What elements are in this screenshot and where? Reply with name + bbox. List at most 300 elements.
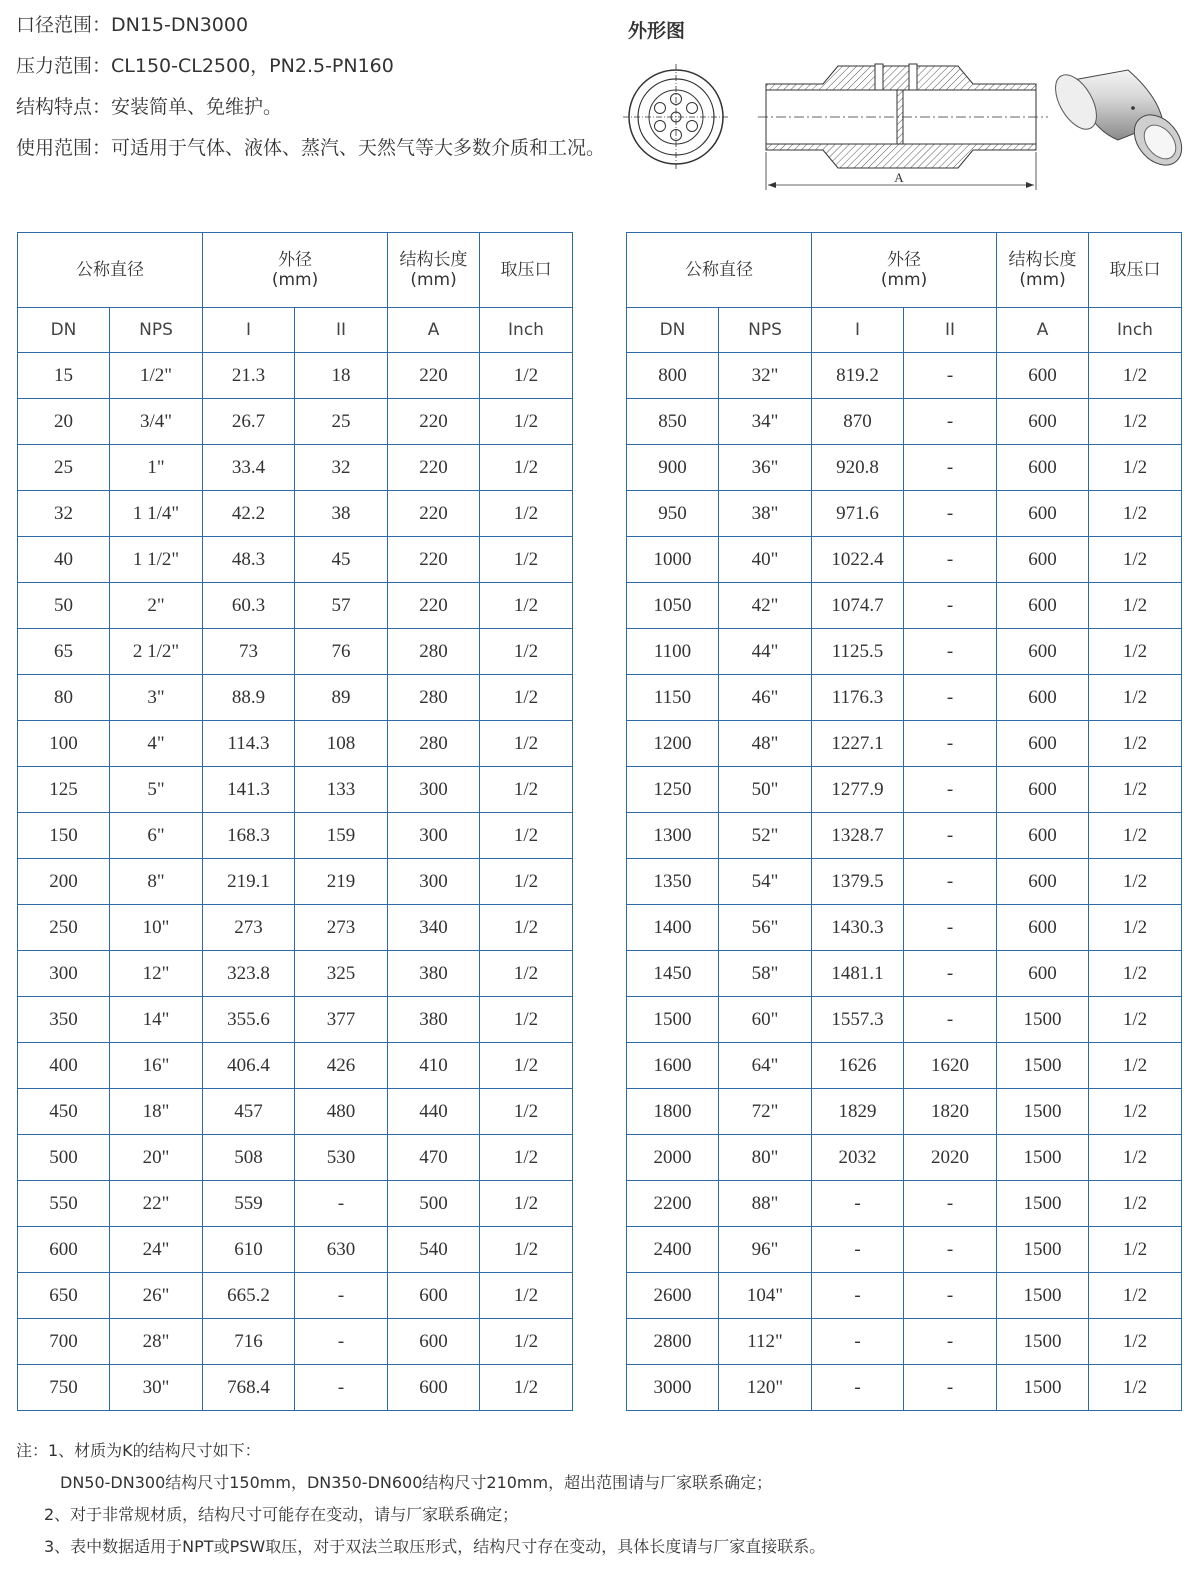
cell-od-i: 168.3: [203, 813, 295, 859]
cell-nps: 120": [719, 1365, 812, 1411]
cell-length-a: 380: [388, 997, 480, 1043]
cell-nps: 88": [719, 1181, 812, 1227]
cell-length-a: 280: [388, 721, 480, 767]
cell-tap-inch: 1/2: [480, 491, 573, 537]
cell-od-i: -: [812, 1181, 904, 1227]
cell-od-ii: -: [904, 445, 997, 491]
cell-length-a: 600: [997, 721, 1089, 767]
cell-od-i: 1176.3: [812, 675, 904, 721]
cell-od-i: 716: [203, 1319, 295, 1365]
dimension-a-label: A: [894, 170, 904, 185]
cell-od-i: 1481.1: [812, 951, 904, 997]
cell-nps: 8": [110, 859, 203, 905]
cell-length-a: 600: [997, 537, 1089, 583]
cell-nps: 58": [719, 951, 812, 997]
cell-nps: 36": [719, 445, 812, 491]
cell-od-ii: 159: [295, 813, 388, 859]
cell-dn: 350: [18, 997, 110, 1043]
cell-length-a: 1500: [997, 1043, 1089, 1089]
cell-dn: 800: [627, 353, 719, 399]
cell-tap-inch: 1/2: [480, 399, 573, 445]
cell-dn: 950: [627, 491, 719, 537]
cell-od-i: 768.4: [203, 1365, 295, 1411]
cell-dn: 1600: [627, 1043, 719, 1089]
cell-nps: 4": [110, 721, 203, 767]
cell-od-ii: -: [904, 767, 997, 813]
cell-od-i: 42.2: [203, 491, 295, 537]
cell-tap-inch: 1/2: [1089, 353, 1182, 399]
cell-dn: 500: [18, 1135, 110, 1181]
cell-od-ii: -: [904, 353, 997, 399]
cell-od-ii: 426: [295, 1043, 388, 1089]
cell-dn: 65: [18, 629, 110, 675]
header-nominal-diameter: 公称直径: [18, 233, 203, 308]
table-row: [627, 721, 1182, 767]
cell-dn: 80: [18, 675, 110, 721]
table-row: [627, 1273, 1182, 1319]
section-view: [758, 64, 1048, 190]
cell-od-i: 406.4: [203, 1043, 295, 1089]
cell-od-i: 355.6: [203, 997, 295, 1043]
cell-nps: 64": [719, 1043, 812, 1089]
cell-nps: 10": [110, 905, 203, 951]
cell-nps: 38": [719, 491, 812, 537]
cell-tap-inch: 1/2: [480, 537, 573, 583]
cell-od-ii: -: [904, 997, 997, 1043]
table-row: [18, 1089, 573, 1135]
spec-pressure-range: 压力范围：CL150-CL2500，PN2.5-PN160: [16, 55, 394, 77]
note-1: 注：1、材质为K的结构尺寸如下：: [16, 1441, 261, 1460]
cell-dn: 15: [18, 353, 110, 399]
cell-od-ii: 1820: [904, 1089, 997, 1135]
cell-tap-inch: 1/2: [1089, 1089, 1182, 1135]
cell-tap-inch: 1/2: [1089, 675, 1182, 721]
cell-od-ii: 377: [295, 997, 388, 1043]
spec-list: [16, 10, 605, 174]
cell-od-i: 1626: [812, 1043, 904, 1089]
cell-od-ii: -: [904, 1365, 997, 1411]
cell-tap-inch: 1/2: [480, 353, 573, 399]
cell-dn: 650: [18, 1273, 110, 1319]
table-row: [627, 905, 1182, 951]
cell-nps: 96": [719, 1227, 812, 1273]
cell-od-ii: 325: [295, 951, 388, 997]
cell-nps: 56": [719, 905, 812, 951]
cell-length-a: 600: [997, 767, 1089, 813]
note-2: 2、对于非常规材质，结构尺寸可能存在变动，请与厂家联系确定；: [44, 1505, 519, 1524]
cell-nps: 112": [719, 1319, 812, 1365]
cell-dn: 1150: [627, 675, 719, 721]
cell-nps: 12": [110, 951, 203, 997]
subheader-a: A: [997, 308, 1089, 353]
cell-od-ii: 25: [295, 399, 388, 445]
cell-tap-inch: 1/2: [1089, 767, 1182, 813]
cell-tap-inch: 1/2: [1089, 1365, 1182, 1411]
cell-dn: 40: [18, 537, 110, 583]
end-view: [623, 64, 729, 170]
cell-length-a: 600: [997, 583, 1089, 629]
header-pressure-tap: 取压口: [480, 233, 573, 308]
cell-length-a: 220: [388, 491, 480, 537]
cell-length-a: 1500: [997, 1365, 1089, 1411]
cell-tap-inch: 1/2: [1089, 537, 1182, 583]
cell-od-ii: 530: [295, 1135, 388, 1181]
cell-dn: 100: [18, 721, 110, 767]
cell-od-ii: 89: [295, 675, 388, 721]
cell-nps: 1 1/2": [110, 537, 203, 583]
cell-dn: 2400: [627, 1227, 719, 1273]
cell-length-a: 1500: [997, 1181, 1089, 1227]
cell-od-i: 870: [812, 399, 904, 445]
cell-nps: 52": [719, 813, 812, 859]
cell-nps: 22": [110, 1181, 203, 1227]
table-row: [18, 721, 573, 767]
table-row: [627, 1181, 1182, 1227]
cell-od-ii: -: [295, 1181, 388, 1227]
cell-nps: 20": [110, 1135, 203, 1181]
cell-dn: 1800: [627, 1089, 719, 1135]
cell-nps: 1/2": [110, 353, 203, 399]
cell-nps: 26": [110, 1273, 203, 1319]
cell-dn: 3000: [627, 1365, 719, 1411]
cell-tap-inch: 1/2: [1089, 721, 1182, 767]
cell-tap-inch: 1/2: [480, 1227, 573, 1273]
cell-nps: 28": [110, 1319, 203, 1365]
cell-tap-inch: 1/2: [480, 675, 573, 721]
cell-nps: 40": [719, 537, 812, 583]
table-row: [627, 1319, 1182, 1365]
cell-od-ii: 480: [295, 1089, 388, 1135]
cell-tap-inch: 1/2: [480, 1181, 573, 1227]
cell-dn: 1350: [627, 859, 719, 905]
subheader-nps: NPS: [719, 308, 812, 353]
cell-od-ii: -: [904, 813, 997, 859]
cell-length-a: 300: [388, 813, 480, 859]
cell-length-a: 1500: [997, 1227, 1089, 1273]
table-row: [627, 445, 1182, 491]
cell-od-i: 114.3: [203, 721, 295, 767]
table-row: [627, 1227, 1182, 1273]
cell-od-ii: -: [295, 1319, 388, 1365]
cell-nps: 18": [110, 1089, 203, 1135]
cell-tap-inch: 1/2: [480, 767, 573, 813]
cell-dn: 2600: [627, 1273, 719, 1319]
cell-dn: 250: [18, 905, 110, 951]
spec-usage-range: 使用范围：可适用于气体、液体、蒸汽、天然气等大多数介质和工况。: [16, 137, 606, 159]
table-subheader-row: [627, 308, 1182, 353]
cell-length-a: 1500: [997, 1319, 1089, 1365]
header-pressure-tap: 取压口: [1089, 233, 1182, 308]
cell-dn: 1250: [627, 767, 719, 813]
table-row: [18, 813, 573, 859]
cell-nps: 54": [719, 859, 812, 905]
cell-length-a: 300: [388, 767, 480, 813]
cell-od-i: 1074.7: [812, 583, 904, 629]
cell-nps: 44": [719, 629, 812, 675]
cell-nps: 42": [719, 583, 812, 629]
cell-dn: 2800: [627, 1319, 719, 1365]
cell-dn: 1000: [627, 537, 719, 583]
cell-dn: 1500: [627, 997, 719, 1043]
cell-od-i: 1379.5: [812, 859, 904, 905]
cell-od-ii: -: [904, 905, 997, 951]
cell-nps: 30": [110, 1365, 203, 1411]
cell-length-a: 600: [388, 1319, 480, 1365]
cell-od-i: 26.7: [203, 399, 295, 445]
cell-od-ii: 108: [295, 721, 388, 767]
cell-dn: 1450: [627, 951, 719, 997]
table-row: [18, 1227, 573, 1273]
cell-od-ii: 32: [295, 445, 388, 491]
cell-tap-inch: 1/2: [1089, 629, 1182, 675]
header-outer-diameter-label: 外径: [887, 250, 921, 270]
cell-od-ii: 273: [295, 905, 388, 951]
cell-tap-inch: 1/2: [480, 951, 573, 997]
cell-length-a: 600: [997, 859, 1089, 905]
cell-length-a: 600: [997, 675, 1089, 721]
cell-od-ii: 45: [295, 537, 388, 583]
cell-tap-inch: 1/2: [1089, 997, 1182, 1043]
table-row: [627, 675, 1182, 721]
cell-tap-inch: 1/2: [1089, 813, 1182, 859]
cell-tap-inch: 1/2: [1089, 399, 1182, 445]
table-header-row: [627, 233, 1182, 308]
cell-od-ii: -: [904, 537, 997, 583]
cell-tap-inch: 1/2: [480, 629, 573, 675]
cell-od-i: 971.6: [812, 491, 904, 537]
cell-tap-inch: 1/2: [1089, 1273, 1182, 1319]
cell-od-i: 1829: [812, 1089, 904, 1135]
cell-od-i: 48.3: [203, 537, 295, 583]
table-row: [18, 1365, 573, 1411]
table-row: [18, 951, 573, 997]
cell-length-a: 280: [388, 629, 480, 675]
cell-tap-inch: 1/2: [480, 1365, 573, 1411]
cell-od-ii: -: [904, 1273, 997, 1319]
cell-nps: 104": [719, 1273, 812, 1319]
cell-tap-inch: 1/2: [480, 813, 573, 859]
cell-nps: 1 1/4": [110, 491, 203, 537]
cell-od-i: 21.3: [203, 353, 295, 399]
cell-length-a: 1500: [997, 1089, 1089, 1135]
table-row: [18, 1043, 573, 1089]
isometric-view: [1047, 68, 1188, 174]
cell-od-i: 88.9: [203, 675, 295, 721]
cell-od-ii: -: [904, 1319, 997, 1365]
cell-length-a: 220: [388, 537, 480, 583]
subheader-i: I: [203, 308, 295, 353]
header-structure-length-label: 结构长度: [1008, 250, 1077, 270]
table-row: [627, 859, 1182, 905]
dimension-table-left: [17, 232, 573, 1411]
cell-dn: 550: [18, 1181, 110, 1227]
cell-od-ii: -: [904, 399, 997, 445]
cell-od-i: 1557.3: [812, 997, 904, 1043]
table-row: [18, 537, 573, 583]
cell-od-ii: 219: [295, 859, 388, 905]
cell-tap-inch: 1/2: [1089, 491, 1182, 537]
outline-drawing: [618, 50, 1188, 195]
cell-tap-inch: 1/2: [480, 905, 573, 951]
cell-tap-inch: 1/2: [1089, 445, 1182, 491]
cell-od-i: 219.1: [203, 859, 295, 905]
table-row: [627, 537, 1182, 583]
cell-od-i: 920.8: [812, 445, 904, 491]
cell-tap-inch: 1/2: [1089, 1227, 1182, 1273]
cell-length-a: 600: [388, 1365, 480, 1411]
table-row: [627, 583, 1182, 629]
table-row: [18, 629, 573, 675]
cell-dn: 1400: [627, 905, 719, 951]
table-row: [627, 997, 1182, 1043]
cell-tap-inch: 1/2: [1089, 583, 1182, 629]
cell-od-i: 1227.1: [812, 721, 904, 767]
header-structure-length: [997, 233, 1089, 308]
cell-od-ii: -: [904, 1227, 997, 1273]
cell-dn: 600: [18, 1227, 110, 1273]
cell-od-ii: -: [904, 675, 997, 721]
cell-length-a: 440: [388, 1089, 480, 1135]
cell-dn: 700: [18, 1319, 110, 1365]
cell-tap-inch: 1/2: [480, 1273, 573, 1319]
table-row: [18, 859, 573, 905]
cell-od-ii: 57: [295, 583, 388, 629]
cell-od-i: 1022.4: [812, 537, 904, 583]
cell-dn: 2000: [627, 1135, 719, 1181]
cell-length-a: 220: [388, 445, 480, 491]
cell-od-i: -: [812, 1319, 904, 1365]
cell-tap-inch: 1/2: [480, 859, 573, 905]
cell-nps: 32": [719, 353, 812, 399]
cell-nps: 34": [719, 399, 812, 445]
subheader-dn: DN: [627, 308, 719, 353]
cell-dn: 1300: [627, 813, 719, 859]
cell-tap-inch: 1/2: [1089, 951, 1182, 997]
cell-length-a: 380: [388, 951, 480, 997]
cell-nps: 48": [719, 721, 812, 767]
cell-od-i: 141.3: [203, 767, 295, 813]
header-outer-diameter-unit: (mm): [880, 270, 928, 290]
cell-dn: 1050: [627, 583, 719, 629]
cell-dn: 1100: [627, 629, 719, 675]
cell-dn: 150: [18, 813, 110, 859]
cell-dn: 200: [18, 859, 110, 905]
table-row: [18, 445, 573, 491]
cell-dn: 750: [18, 1365, 110, 1411]
spec-caliber-range: 口径范围：DN15-DN3000: [16, 14, 249, 36]
cell-od-ii: -: [295, 1365, 388, 1411]
table-row: [627, 399, 1182, 445]
cell-nps: 50": [719, 767, 812, 813]
cell-nps: 2": [110, 583, 203, 629]
cell-od-i: 665.2: [203, 1273, 295, 1319]
cell-length-a: 600: [388, 1273, 480, 1319]
header-structure-length: [388, 233, 480, 308]
cell-od-i: 323.8: [203, 951, 295, 997]
cell-length-a: 1500: [997, 997, 1089, 1043]
cell-length-a: 220: [388, 583, 480, 629]
dimension-table-right: [626, 232, 1182, 1411]
cell-od-i: -: [812, 1273, 904, 1319]
header-structure-length-unit: (mm): [1019, 270, 1066, 290]
table-subheader-row: [18, 308, 573, 353]
cell-length-a: 1500: [997, 1273, 1089, 1319]
cell-nps: 60": [719, 997, 812, 1043]
table-row: [18, 491, 573, 537]
subheader-nps: NPS: [110, 308, 203, 353]
cell-length-a: 600: [997, 951, 1089, 997]
cell-nps: 46": [719, 675, 812, 721]
cell-length-a: 600: [997, 629, 1089, 675]
cell-od-i: 1277.9: [812, 767, 904, 813]
cell-od-i: 2032: [812, 1135, 904, 1181]
cell-length-a: 1500: [997, 1135, 1089, 1181]
cell-length-a: 280: [388, 675, 480, 721]
cell-dn: 2200: [627, 1181, 719, 1227]
table-row: [627, 1135, 1182, 1181]
note-3: 3、表中数据适用于NPT或PSW取压，对于双法兰取压形式，结构尺寸存在变动，具体长度请与厂家直接联系。: [44, 1537, 826, 1556]
cell-dn: 20: [18, 399, 110, 445]
subheader-ii: II: [295, 308, 388, 353]
header-outer-diameter-unit: (mm): [271, 270, 319, 290]
cell-od-i: 33.4: [203, 445, 295, 491]
header-structure-length-label: 结构长度: [399, 250, 468, 270]
cell-length-a: 600: [997, 491, 1089, 537]
table-row: [18, 1319, 573, 1365]
cell-dn: 1200: [627, 721, 719, 767]
cell-nps: 1": [110, 445, 203, 491]
header-structure-length-unit: (mm): [410, 270, 457, 290]
header-nominal-diameter: 公称直径: [627, 233, 812, 308]
cell-od-i: 1430.3: [812, 905, 904, 951]
cell-tap-inch: 1/2: [480, 1043, 573, 1089]
cell-tap-inch: 1/2: [480, 721, 573, 767]
header-outer-diameter: [812, 233, 997, 308]
cell-od-i: 1125.5: [812, 629, 904, 675]
cell-dn: 300: [18, 951, 110, 997]
cell-tap-inch: 1/2: [480, 1089, 573, 1135]
table-row: [627, 767, 1182, 813]
cell-tap-inch: 1/2: [480, 1319, 573, 1365]
cell-od-i: 457: [203, 1089, 295, 1135]
cell-nps: 3/4": [110, 399, 203, 445]
cell-od-i: 1328.7: [812, 813, 904, 859]
cell-od-ii: -: [904, 491, 997, 537]
note-1-detail: DN50-DN300结构尺寸150mm，DN350-DN600结构尺寸210mm，超出范围请与厂家联系确定；: [60, 1473, 773, 1492]
table-row: [18, 1181, 573, 1227]
table-header-row: [18, 233, 573, 308]
cell-nps: 24": [110, 1227, 203, 1273]
notes: [16, 1437, 825, 1565]
table-row: [18, 353, 573, 399]
cell-tap-inch: 1/2: [1089, 1319, 1182, 1365]
subheader-ii: II: [904, 308, 997, 353]
cell-length-a: 220: [388, 399, 480, 445]
subheader-inch: Inch: [1089, 308, 1182, 353]
cell-tap-inch: 1/2: [1089, 1181, 1182, 1227]
cell-od-ii: -: [904, 629, 997, 675]
cell-od-ii: 76: [295, 629, 388, 675]
table-row: [18, 1273, 573, 1319]
cell-length-a: 470: [388, 1135, 480, 1181]
cell-od-i: 819.2: [812, 353, 904, 399]
subheader-inch: Inch: [480, 308, 573, 353]
table-row: [18, 583, 573, 629]
cell-nps: 14": [110, 997, 203, 1043]
cell-od-i: 559: [203, 1181, 295, 1227]
cell-od-ii: 630: [295, 1227, 388, 1273]
table-row: [627, 353, 1182, 399]
